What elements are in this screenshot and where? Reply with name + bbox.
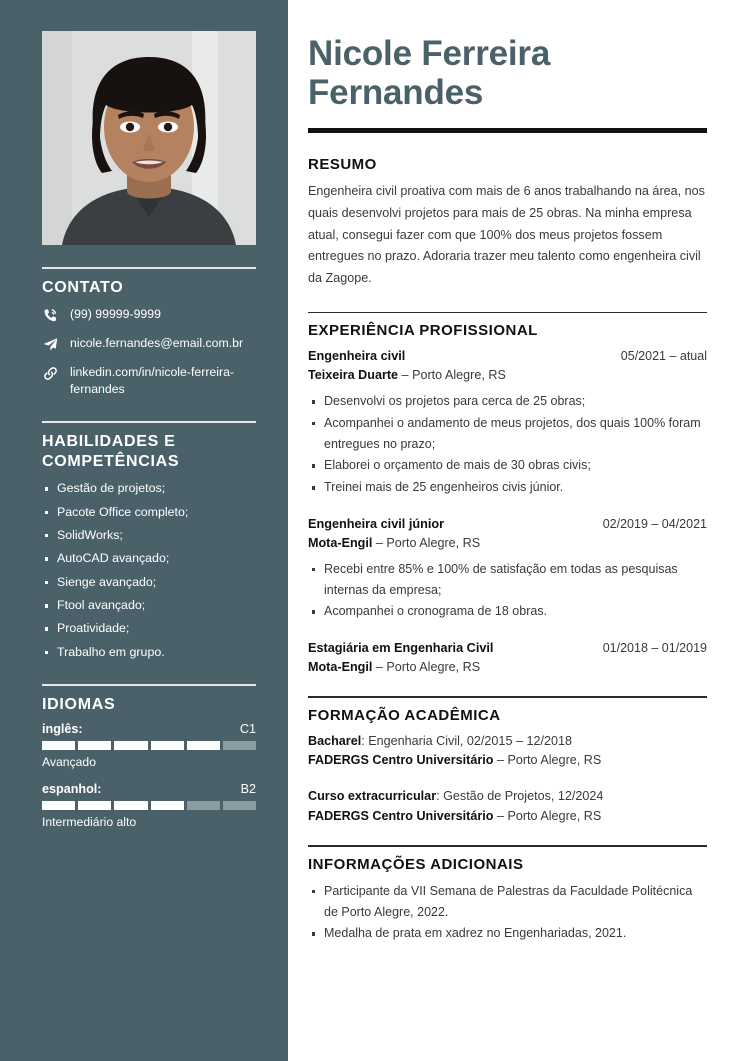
bar-segment [42,741,75,750]
education-heading: FORMAÇÃO ACADÊMICA [308,706,501,724]
experience-entry [308,347,707,498]
list-item: Proatividade; [42,619,256,638]
job-dates: 02/2019 – 04/2021 [602,516,707,531]
list-item: Participante da VII Semana de Palestras da Faculdade Politécnica de Porto Alegre, 2022. [308,881,707,923]
contact-phone[interactable] [42,306,256,324]
link-icon [42,365,59,382]
job-location: – Porto Alegre, RS [398,368,506,383]
language-name: espanhol: [42,782,102,797]
contact-linkedin-text: linkedin.com/in/nicole-ferreira-fernandes [70,364,235,397]
list-item: Trabalho em grupo. [42,643,256,662]
job-company [308,534,707,553]
bar-segment [151,801,184,810]
list-item: Desenvolvi os projetos para cerca de 25 obras; [308,391,707,412]
profile-photo-illustration [42,31,256,245]
job-title: Engenheira civil [308,349,406,364]
education-degree [308,787,707,807]
languages-heading: IDIOMAS [42,695,116,713]
skills-list [42,479,256,661]
contact-linkedin[interactable] [42,364,256,399]
education-divider [308,696,707,698]
bar-segment [223,801,256,810]
education-entry [308,732,707,771]
education-section [308,696,707,826]
additional-info-section [308,845,707,944]
name-line-1: Nicole Ferreira [308,34,551,73]
job-company [308,366,707,385]
contact-email[interactable] [42,335,256,353]
education-school-name: FADERGS Centro Universitário [308,808,494,823]
list-item: Medalha de prata em xadrez no Engenhariadas, 2021. [308,923,707,944]
list-item: Ftool avançado; [42,596,256,615]
list-item: Recebi entre 85% e 100% de satisfação em todas as pesquisas internas da empresa; [308,559,707,601]
job-location: – Porto Alegre, RS [372,535,481,550]
education-school [308,807,707,827]
name-line-2: Fernandes [308,73,484,113]
contact-divider [42,267,256,269]
contact-section [42,267,256,399]
contact-phone-text: (99) 99999-9999 [70,306,161,321]
bar-segment [114,801,147,810]
additional-info-divider [308,845,707,847]
experience-divider [308,312,707,314]
contact-list [42,306,256,399]
job-company-name: Mota-Engil [308,535,373,550]
phone-icon [42,307,59,324]
education-school-name: FADERGS Centro Universitário [308,753,494,768]
languages-divider [42,684,256,686]
contact-email-text: nicole.fernandes@email.com.br [70,335,244,350]
education-school-location: – Porto Alegre, RS [493,808,602,823]
skills-section [42,421,256,662]
bar-segment [223,741,256,750]
language-level-badge: C1 [239,722,256,737]
list-item: AutoCAD avançado; [42,549,256,568]
education-school [308,751,707,771]
job-bullets [308,559,707,622]
education-degree-label: Curso extracurricular [308,788,437,803]
language-english [42,722,256,769]
language-description: Avançado [42,755,96,770]
language-description: Intermediário alto [42,815,137,830]
job-location: – Porto Alegre, RS [372,660,481,675]
title-divider [308,128,707,133]
list-item: Gestão de projetos; [42,479,256,498]
bar-segment [78,741,111,750]
list-item: Treinei mais de 25 engenheiros civis júnior. [308,477,707,498]
list-item: Sienge avançado; [42,573,256,592]
job-company-name: Teixeira Duarte [308,368,399,383]
experience-heading: EXPERIÊNCIA PROFISSIONAL [308,322,538,340]
list-item: SolidWorks; [42,526,256,545]
job-title: Estagiária em Engenharia Civil [308,641,494,656]
experience-entry [308,515,707,622]
bar-segment [187,741,220,750]
bar-segment [187,801,220,810]
education-degree [308,732,707,752]
summary-section [308,156,707,289]
job-company-name: Mota-Engil [308,660,373,675]
language-proficiency-bar [42,741,256,750]
summary-text: Engenheira civil proativa com mais de 6 anos trabalhando na área, nos quais desenvolvi projetos para mais de 25 obras. Na minha empresa atual, consegui fazer com que 100% dos meus projetos fossem entregues no prazo. Adoraria trazer meu talento como engenheira civil da Zagope. [308,184,705,285]
additional-info-heading: INFORMAÇÕES ADICIONAIS [308,855,524,873]
list-item: Acompanhei o andamento de meus projetos, dos quais 100% foram entregues no prazo; [308,413,707,455]
language-name: inglês: [42,722,83,737]
language-level-badge: B2 [240,782,256,797]
list-item: Pacote Office completo; [42,503,256,522]
language-spanish [42,782,256,829]
bar-segment [114,741,147,750]
list-item: Acompanhei o cronograma de 18 obras. [308,601,707,622]
education-degree-label: Bacharel [308,733,362,748]
languages-section [42,684,256,830]
send-icon [42,336,59,353]
main-column [288,0,750,1061]
bar-segment [151,741,184,750]
experience-entry [308,639,707,677]
skills-heading: HABILIDADES E COMPETÊNCIAS [42,432,180,470]
language-proficiency-bar [42,801,256,810]
experience-section [308,312,707,677]
additional-info-list [308,881,707,944]
job-dates: 01/2018 – 01/2019 [602,641,707,656]
education-school-location: – Porto Alegre, RS [493,753,602,768]
skills-divider [42,421,256,423]
education-degree-detail: : Gestão de Projetos, 12/2024 [436,788,604,803]
page-title [308,34,707,112]
bar-segment [42,801,75,810]
contact-heading: CONTATO [42,279,124,296]
summary-heading: RESUMO [308,156,377,174]
education-degree-detail: : Engenharia Civil, 02/2015 – 12/2018 [361,733,572,748]
sidebar [0,0,288,1061]
list-item: Elaborei o orçamento de mais de 30 obras civis; [308,455,707,476]
job-bullets [308,391,707,498]
job-dates: 05/2021 – atual [620,349,707,364]
avatar [42,31,256,245]
job-company [308,658,707,677]
job-title: Engenheira civil júnior [308,516,445,531]
education-entry [308,787,707,826]
bar-segment [78,801,111,810]
